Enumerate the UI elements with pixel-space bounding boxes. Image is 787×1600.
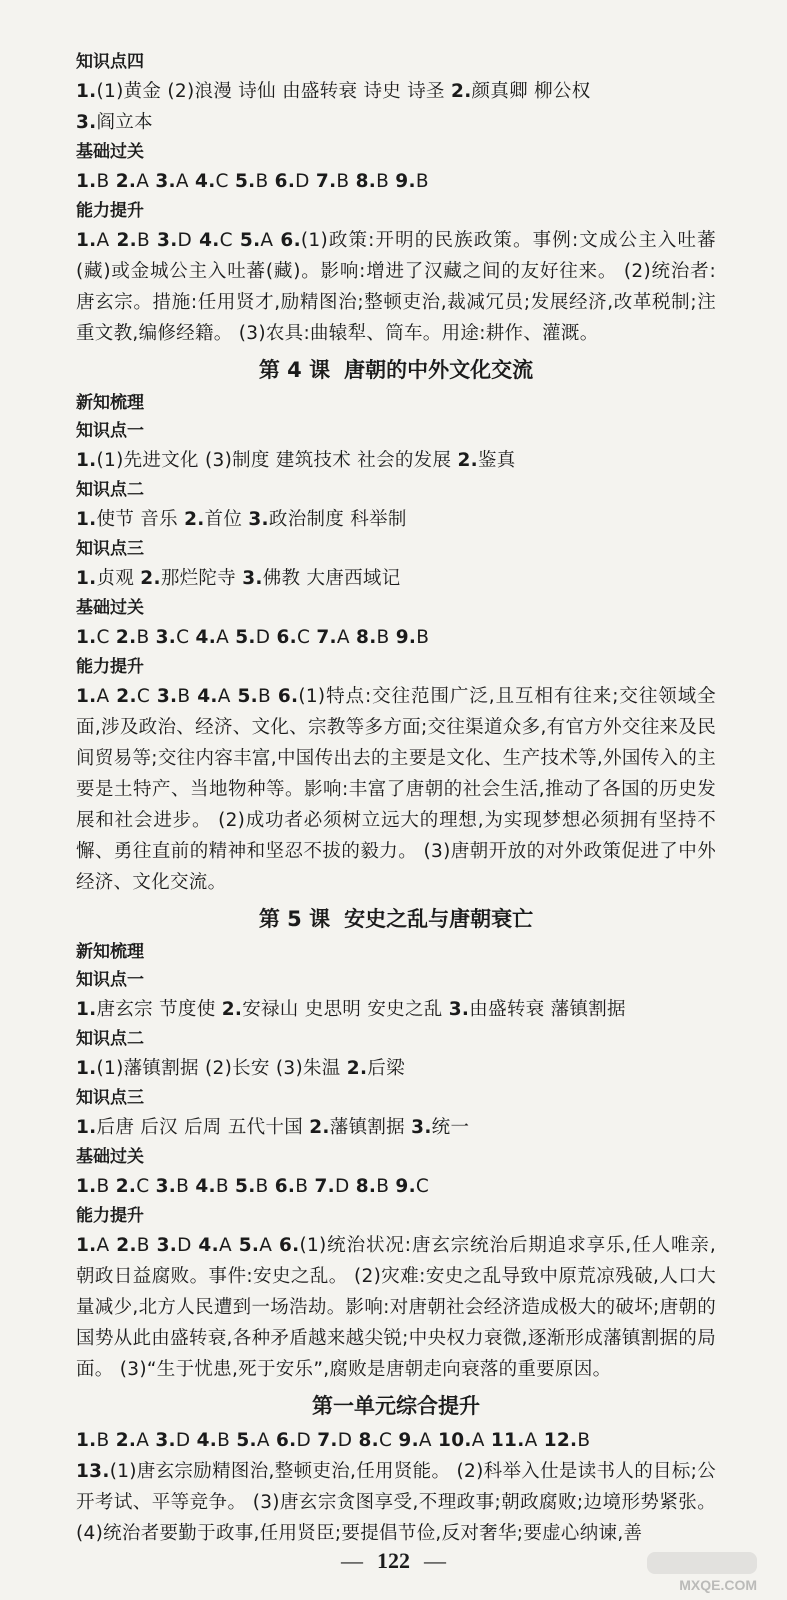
- question-number: 3.: [155, 1176, 177, 1197]
- answer-text: B: [136, 627, 156, 648]
- answer-text: D: [175, 1430, 197, 1451]
- question-number: 5.: [236, 1430, 257, 1451]
- question-number: 1.: [76, 450, 97, 471]
- answer-text: 佛教 大唐西域记: [262, 568, 401, 589]
- answer-text: 唐玄宗 节度使: [96, 999, 222, 1020]
- question-number: 8.: [355, 1176, 377, 1197]
- answer-text: B: [137, 230, 158, 251]
- section-heading: 能力提升: [76, 201, 144, 221]
- answer-text: (1)统治状况:唐玄宗统治后期追求享乐,任人唯亲,朝政日益腐败。事件:安史之乱。 (2)灾难:安史之乱导致中原荒凉残破,人口大量减少,北方人民遭到一场浩劫。影响:对唐朝社会经济造成极大的破坏;唐朝的国势从此由盛转衰,各种矛盾越来越尖锐;中央权力衰微,逐渐形成藩镇割据的局面。 (3)“生于忧患,死于安乐”,腐败是唐朝走向衰落的重要原因。: [76, 1235, 716, 1380]
- answer-text: C: [136, 686, 157, 707]
- answer-text: B: [376, 1176, 396, 1197]
- question-number: 6.: [278, 1235, 300, 1256]
- answer-page: [76, 48, 716, 1549]
- section-heading: 基础过关: [76, 142, 144, 162]
- question-number: 2.: [451, 81, 472, 102]
- question-number: 5.: [238, 1235, 260, 1256]
- answer-text: A: [256, 1430, 276, 1451]
- answer-text: B: [255, 1176, 275, 1197]
- question-number: 6.: [276, 627, 297, 648]
- section-heading: 新知梳理: [76, 942, 144, 962]
- answer-text: A: [259, 1235, 279, 1256]
- question-number: 1.: [76, 627, 97, 648]
- question-number: 2.: [457, 450, 478, 471]
- question-number: 3.: [155, 1430, 176, 1451]
- question-number: 1.: [76, 999, 97, 1020]
- answer-text: (1)黄金 (2)浪漫 诗仙 由盛转衰 诗史 诗圣: [96, 81, 452, 102]
- answer-text: B: [295, 1176, 315, 1197]
- answer-text: C: [415, 1176, 430, 1197]
- answer-text: B: [376, 627, 396, 648]
- watermark-text: MXQE.COM: [679, 1577, 757, 1593]
- question-number: 2.: [346, 1058, 368, 1079]
- answer-text: (1)唐玄宗励精图治,整顿吏治,任用贤能。 (2)科举入仕是读书人的目标;公开考试、平等竞争。 (3)唐玄宗贪图享受,不理政事;朝政腐败;边境形势紧张。 (4)统治者要勤于政事,任用贤臣;要提倡节俭,反对奢华;要虚心纳谏,善: [76, 1461, 716, 1544]
- answer-line: [76, 166, 716, 197]
- answer-text: 政治制度 科举制: [268, 509, 407, 530]
- answer-text: A: [136, 1430, 156, 1451]
- question-number: 4.: [196, 1430, 218, 1451]
- answer-text: (1)藩镇割据 (2)长安 (3)朱温: [96, 1058, 347, 1079]
- question-number: 1.: [76, 1235, 97, 1256]
- question-number: 7.: [316, 627, 337, 648]
- question-number: 3.: [242, 568, 263, 589]
- answer-line: [76, 1112, 716, 1143]
- answer-text: 那烂陀寺: [160, 568, 243, 589]
- answer-text: A: [136, 171, 156, 192]
- question-number: 5.: [237, 686, 258, 707]
- answer-text: (1)先进文化 (3)制度 建筑技术 社会的发展: [96, 450, 458, 471]
- answer-text: A: [524, 1430, 544, 1451]
- question-number: 1.: [76, 686, 97, 707]
- answer-line: [76, 681, 716, 898]
- question-number: 3.: [76, 112, 97, 133]
- answer-text: B: [176, 1176, 196, 1197]
- question-number: 6.: [274, 171, 296, 192]
- question-number: 5.: [234, 171, 256, 192]
- answer-text: A: [336, 627, 357, 648]
- answer-line: [76, 445, 716, 476]
- section-heading: 能力提升: [76, 657, 144, 677]
- answer-text: A: [418, 1430, 439, 1451]
- question-number: 8.: [358, 1430, 379, 1451]
- answer-line: [76, 1456, 716, 1549]
- watermark-logo: [637, 1552, 757, 1594]
- answer-line: [76, 994, 716, 1025]
- question-number: 1.: [76, 568, 97, 589]
- answer-text: B: [96, 1176, 116, 1197]
- answer-line: [76, 1230, 716, 1385]
- question-number: 3.: [248, 509, 269, 530]
- answer-text: B: [96, 171, 116, 192]
- question-number: 3.: [155, 171, 176, 192]
- question-number: 4.: [199, 230, 220, 251]
- answer-text: C: [296, 627, 317, 648]
- answer-text: B: [215, 1176, 236, 1197]
- question-number: 8.: [356, 627, 377, 648]
- question-number: 7.: [317, 1430, 338, 1451]
- answer-text: A: [96, 230, 117, 251]
- answer-text: D: [337, 1430, 359, 1451]
- question-number: 6.: [277, 686, 299, 707]
- question-number: 9.: [398, 1430, 419, 1451]
- question-number: 3.: [448, 999, 470, 1020]
- answer-text: C: [219, 230, 240, 251]
- question-number: 4.: [195, 1176, 216, 1197]
- lesson-name: 安史之乱与唐朝衰亡: [344, 907, 534, 931]
- lesson-number: 第 5 课: [258, 907, 331, 931]
- section-heading: 知识点一: [76, 970, 144, 990]
- answer-text: A: [217, 686, 238, 707]
- question-number: 1.: [76, 1058, 97, 1079]
- answer-line: [76, 1171, 716, 1202]
- question-number: 1.: [76, 230, 97, 251]
- question-number: 9.: [395, 627, 417, 648]
- answer-text: 后唐 后汉 后周 五代十国: [96, 1117, 310, 1138]
- question-number: 2.: [115, 171, 137, 192]
- answer-text: 贞观: [96, 568, 141, 589]
- question-number: 1.: [76, 509, 97, 530]
- section-heading: 知识点三: [76, 1088, 144, 1108]
- answer-text: 使节 音乐: [96, 509, 185, 530]
- question-number: 4.: [195, 171, 216, 192]
- answer-text: D: [255, 627, 277, 648]
- page-number-value: 122: [377, 1548, 410, 1573]
- question-number: 12.: [543, 1430, 578, 1451]
- answer-text: 阎立本: [96, 112, 153, 133]
- answer-text: C: [215, 171, 235, 192]
- answer-text: 首位: [204, 509, 249, 530]
- section-heading: 能力提升: [76, 1206, 144, 1226]
- question-number: 6.: [275, 1430, 297, 1451]
- answer-text: D: [296, 1430, 318, 1451]
- answer-line: [76, 1425, 716, 1456]
- section-heading: 知识点四: [76, 52, 144, 72]
- answer-text: B: [336, 171, 356, 192]
- section-heading: 知识点一: [76, 421, 144, 441]
- question-number: 5.: [235, 627, 256, 648]
- answer-line: [76, 76, 716, 107]
- question-number: 2.: [115, 627, 137, 648]
- answer-text: B: [255, 171, 275, 192]
- question-number: 1.: [76, 1430, 97, 1451]
- question-number: 3.: [155, 627, 177, 648]
- question-number: 9.: [395, 1176, 416, 1197]
- answer-text: B: [217, 1430, 237, 1451]
- answer-line: [76, 1053, 716, 1084]
- question-number: 2.: [309, 1117, 330, 1138]
- question-number: 4.: [198, 1235, 219, 1256]
- question-number: 11.: [490, 1430, 525, 1451]
- answer-text: 鉴真: [477, 450, 516, 471]
- question-number: 2.: [115, 1176, 137, 1197]
- question-number: 1.: [76, 1117, 97, 1138]
- question-number: 3.: [156, 1235, 178, 1256]
- lesson-title: [76, 900, 716, 938]
- answer-line: [76, 107, 716, 138]
- answer-text: 统一: [431, 1117, 470, 1138]
- answer-text: B: [258, 686, 278, 707]
- answer-line: [76, 504, 716, 535]
- answer-text: D: [177, 1235, 199, 1256]
- question-number: 2.: [184, 509, 205, 530]
- question-number: 7.: [314, 1176, 335, 1197]
- answer-line: [76, 622, 716, 653]
- answer-text: B: [136, 1235, 157, 1256]
- question-number: 9.: [395, 171, 416, 192]
- question-number: 6.: [274, 1176, 296, 1197]
- answer-text: A: [218, 1235, 239, 1256]
- answer-line: [76, 225, 716, 349]
- page-number-dash-right: —: [424, 1548, 446, 1573]
- question-number: 10.: [438, 1430, 472, 1451]
- answer-text: A: [96, 686, 117, 707]
- lesson-title: [76, 351, 716, 389]
- answer-text: B: [415, 171, 429, 192]
- page-number-dash-left: —: [341, 1548, 363, 1573]
- answer-text: (1)政策:开明的民族政策。事例:文成公主入吐蕃(藏)或金城公主入吐蕃(藏)。影响:增进了汉藏之间的友好往来。 (2)统治者:唐玄宗。措施:任用贤才,励精图治;整顿吏治,裁减冗员;发展经济,改革税制;注重文教,编修经籍。 (3)农具:曲辕犁、筒车。用途:耕作、灌溉。: [76, 230, 716, 344]
- answer-text: C: [96, 627, 116, 648]
- answer-text: D: [295, 171, 316, 192]
- question-number: 2.: [116, 686, 137, 707]
- section-heading: 知识点二: [76, 480, 144, 500]
- answer-text: C: [136, 1176, 156, 1197]
- answer-text: A: [175, 171, 196, 192]
- question-number: 13.: [76, 1461, 110, 1482]
- answer-text: D: [177, 230, 200, 251]
- answer-text: A: [96, 1235, 117, 1256]
- question-number: 6.: [280, 230, 301, 251]
- section-heading: 知识点三: [76, 539, 144, 559]
- answer-text: B: [416, 627, 430, 648]
- answer-text: 由盛转衰 藩镇割据: [469, 999, 626, 1020]
- question-number: 1.: [76, 81, 97, 102]
- answer-text: C: [176, 627, 196, 648]
- question-number: 3.: [156, 686, 178, 707]
- answer-text: B: [577, 1430, 591, 1451]
- answer-text: B: [376, 171, 396, 192]
- question-number: 2.: [221, 999, 243, 1020]
- question-number: 4.: [195, 627, 217, 648]
- section-heading: 基础过关: [76, 1147, 144, 1167]
- answer-text: 藩镇割据: [329, 1117, 412, 1138]
- question-number: 3.: [157, 230, 178, 251]
- question-number: 5.: [235, 1176, 256, 1197]
- answer-line: [76, 563, 716, 594]
- answer-text: A: [216, 627, 236, 648]
- section-heading: 知识点二: [76, 1029, 144, 1049]
- section-heading: 新知梳理: [76, 393, 144, 413]
- answer-text: 后梁: [367, 1058, 405, 1079]
- answer-text: 颜真卿 柳公权: [471, 81, 591, 102]
- lesson-name: 第一单元综合提升: [312, 1394, 480, 1418]
- question-number: 2.: [140, 568, 161, 589]
- section-heading: 基础过关: [76, 598, 144, 618]
- question-number: 1.: [76, 171, 97, 192]
- answer-text: A: [260, 230, 281, 251]
- lesson-name: 唐朝的中外文化交流: [344, 358, 534, 382]
- answer-text: B: [96, 1430, 116, 1451]
- answer-text: B: [177, 686, 198, 707]
- question-number: 1.: [76, 1176, 97, 1197]
- lesson-title: [76, 1387, 716, 1425]
- answer-text: (1)特点:交往范围广泛,且互相有往来;交往领域全面,涉及政治、经济、文化、宗教等多方面;交往渠道众多,有官方外交往来及民间贸易等;交往内容丰富,中国传出去的主要是文化、生产技术等,外国传入的主要是土特产、当地物种等。影响:丰富了唐朝的社会生活,推动了各国的历史发展和社会进步。 (2)成功者必须树立远大的理想,为实现梦想必须拥有坚持不懈、勇往直前的精神和坚忍不拔的毅力。 (3)唐朝开放的对外政策促进了中外经济、文化交流。: [76, 686, 716, 893]
- answer-text: D: [334, 1176, 356, 1197]
- answer-text: 安禄山 史思明 安史之乱: [242, 999, 449, 1020]
- question-number: 4.: [197, 686, 218, 707]
- question-number: 8.: [355, 171, 377, 192]
- question-number: 2.: [116, 230, 138, 251]
- question-number: 2.: [116, 1235, 137, 1256]
- answer-text: C: [378, 1430, 399, 1451]
- watermark-badge: [647, 1552, 757, 1574]
- question-number: 3.: [411, 1117, 432, 1138]
- question-number: 2.: [115, 1430, 137, 1451]
- lesson-number: 第 4 课: [258, 358, 331, 382]
- answer-text: A: [471, 1430, 491, 1451]
- question-number: 5.: [239, 230, 261, 251]
- question-number: 7.: [315, 171, 337, 192]
